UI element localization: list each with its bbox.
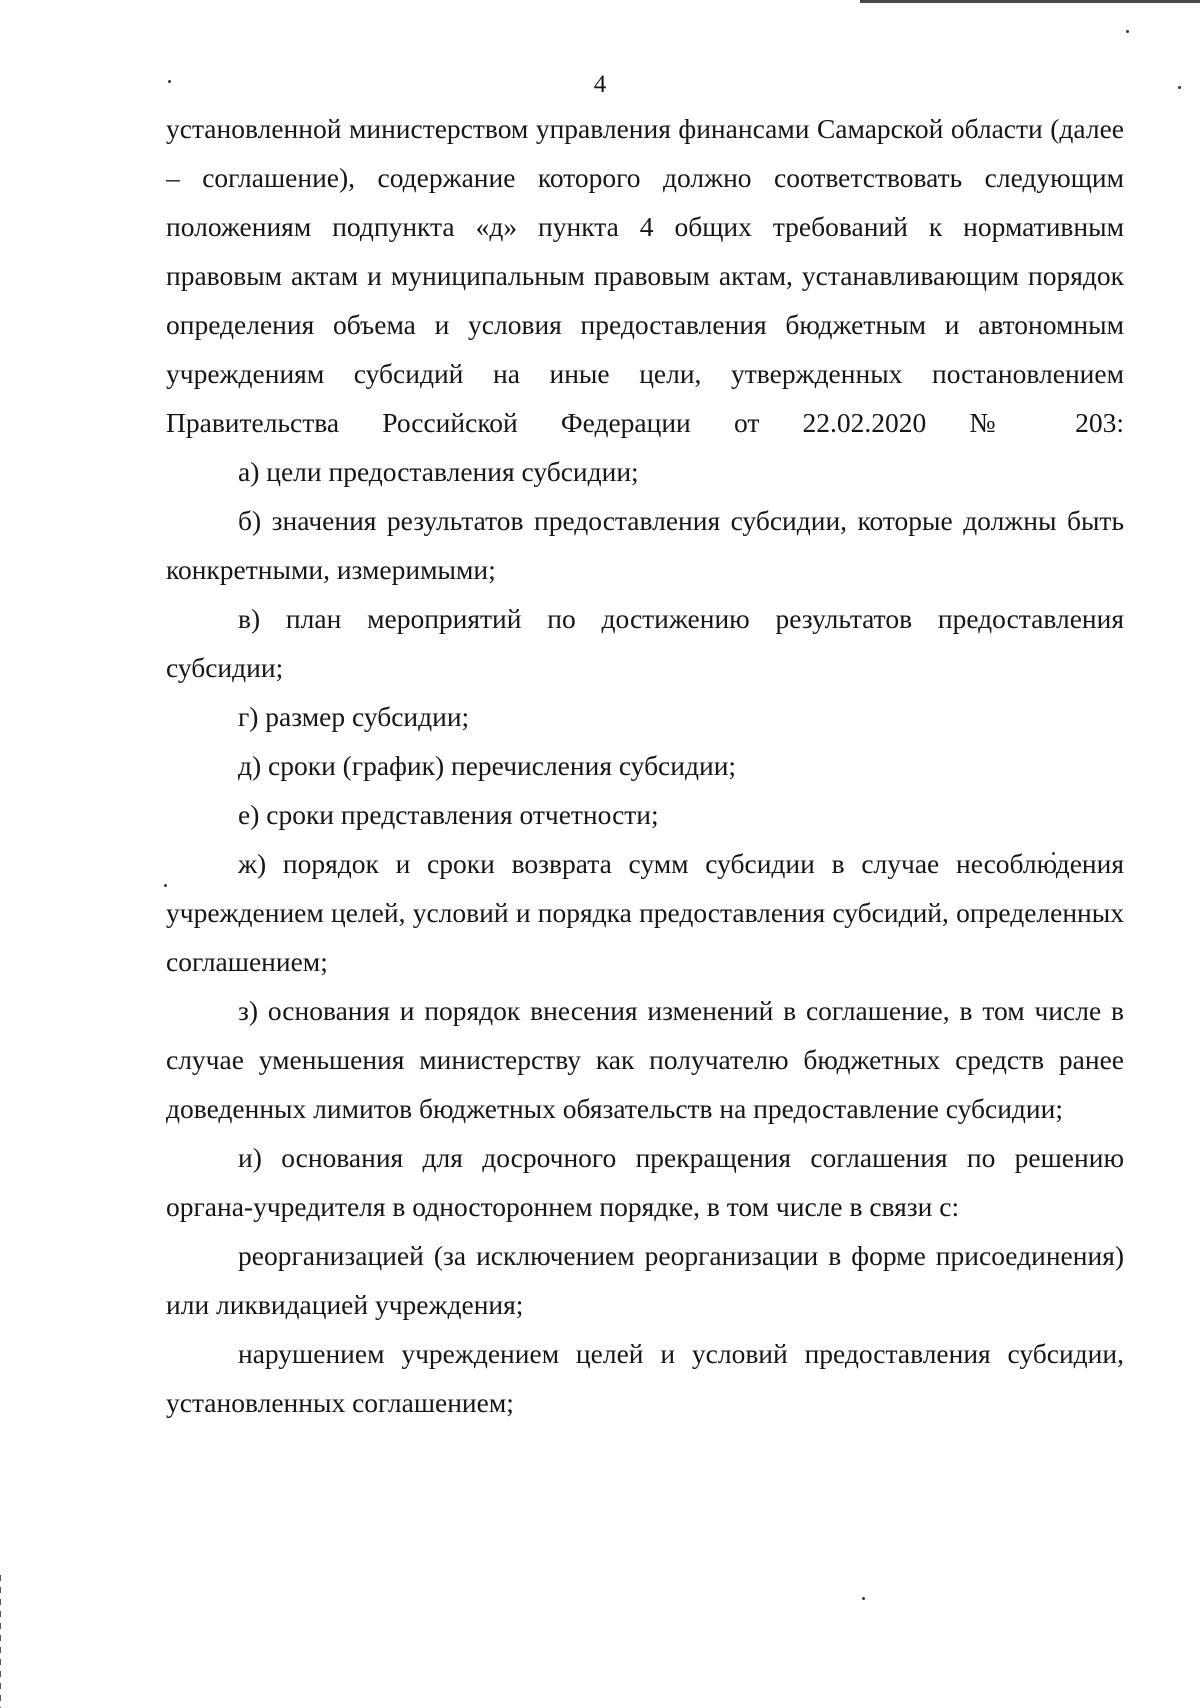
scan-speck [1126, 30, 1129, 33]
list-item-i: и) основания для досрочного прекращения соглашения по решению органа-учредителя в одностороннем порядке, в том числе в связи с: [166, 1142, 1124, 1222]
scan-edge-line [860, 0, 1200, 3]
intro-paragraph: установленной министерством управления финансами Самарской области (далее – соглашение), содержание которого должно соответствовать следующим положениям подпункта «д» пункта 4 общих требований к нормативным правовым актам и муниципальным правовым актам, устанавливающим порядок определения объема и условия предоставления бюджетным и автономным учреждениям субсидий на иные цели, утвержденных постановлением Правительства Российской Федерации от 22.02.2020 № 203: [166, 113, 1124, 438]
list-item-d: д) сроки (график) перечисления субсидии; [238, 750, 737, 781]
list-item-g: г) размер субсидии; [238, 701, 470, 732]
list-item-e: е) сроки представления отчетности; [238, 799, 659, 830]
scan-speck [862, 1597, 865, 1600]
sub-item-reorganization: реорганизацией (за исключением реорганизации в форме присоединения) или ликвидацией учреждения; [166, 1240, 1124, 1320]
sub-item-violation: нарушением учреждением целей и условий предоставления субсидии, установленных соглашением; [166, 1338, 1124, 1418]
list-item-a: а) цели предоставления субсидии; [238, 456, 639, 487]
list-item-b: б) значения результатов предоставления субсидии, которые должны быть конкретными, измеримыми; [166, 505, 1124, 585]
document-body [166, 104, 1124, 1427]
list-item-zh: ж) порядок и сроки возврата сумм субсидии в случае несоблюдения учреждением целей, условий и порядка предоставления субсидий, определенных соглашением; [166, 848, 1124, 977]
scan-edge-dashes [0, 1575, 1, 1708]
list-item-z: з) основания и порядок внесения изменений в соглашение, в том числе в случае уменьшения министерству как получателю бюджетных средств ранее доведенных лимитов бюджетных обязательств на предоставление субсидии; [166, 995, 1124, 1124]
page-number: 4 [593, 71, 607, 98]
list-item-v: в) план мероприятий по достижению результатов предоставления субсидии; [166, 603, 1124, 683]
